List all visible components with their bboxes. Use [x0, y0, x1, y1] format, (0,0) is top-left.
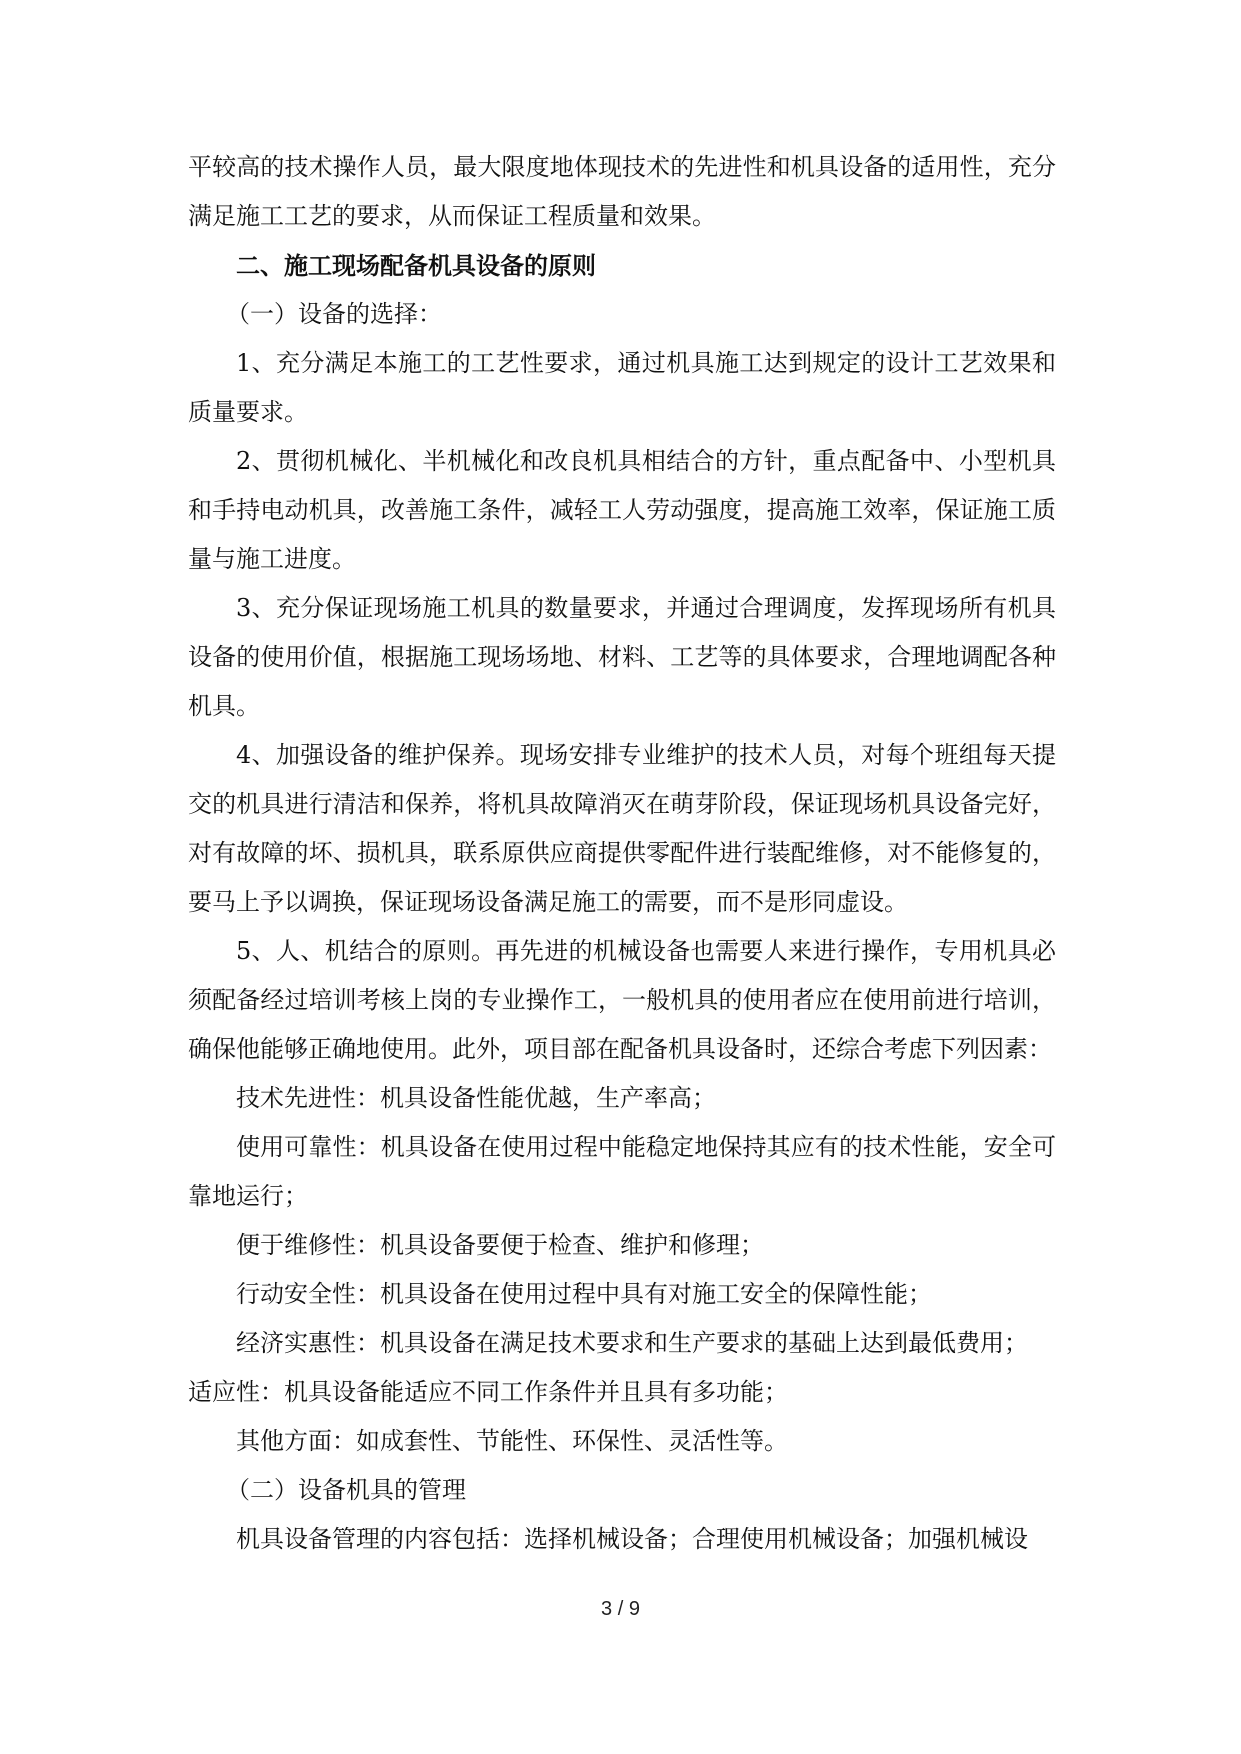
- page-number: 3 / 9: [601, 1598, 640, 1620]
- paragraph: 1、充分满足本施工的工艺性要求，通过机具施工达到规定的设计工艺效果和质量要求。: [188, 349, 1056, 426]
- section-heading: 二、施工现场配备机具设备的原则: [236, 251, 596, 280]
- paragraph: 4、加强设备的维护保养。现场安排专业维护的技术人员，对每个班组每天提交的机具进行清洁和保养，将机具故障消灭在萌芽阶段，保证现场机具设备完好，对有故障的坏、损机具，联系原供应商提供零配件进行装配维修，对不能修复的，要马上予以调换，保证现场设备满足施工的需要，而不是形同虚设。: [188, 741, 1056, 916]
- paragraph: 3、充分保证现场施工机具的数量要求，并通过合理调度，发挥现场所有机具设备的使用价值，根据施工现场场地、材料、工艺等的具体要求，合理地调配各种机具。: [188, 594, 1056, 720]
- paragraph: 经济实惠性：机具设备在满足技术要求和生产要求的基础上达到最低费用；: [236, 1329, 1028, 1357]
- paragraph: 技术先进性：机具设备性能优越，生产率高；: [236, 1084, 716, 1112]
- paragraph: 行动安全性：机具设备在使用过程中具有对施工安全的保障性能；: [236, 1280, 932, 1308]
- paragraph: 5、人、机结合的原则。再先进的机械设备也需要人来进行操作，专用机具必须配备经过培训考核上岗的专业操作工，一般机具的使用者应在使用前进行培训，确保他能够正确地使用。此外，项目部在配备机具设备时，还综合考虑下列因素：: [188, 937, 1056, 1063]
- paragraph: 机具设备管理的内容包括：选择机械设备；合理使用机械设备；加强机械设: [236, 1525, 1028, 1553]
- subsection-heading: （一）设备的选择：: [226, 300, 442, 328]
- paragraph: 平较高的技术操作人员，最大限度地体现技术的先进性和机具设备的适用性，充分满足施工工艺的要求，从而保证工程质量和效果。: [188, 153, 1056, 230]
- paragraph: 便于维修性：机具设备要便于检查、维护和修理；: [236, 1231, 764, 1259]
- paragraph: 使用可靠性：机具设备在使用过程中能稳定地保持其应有的技术性能，安全可靠地运行；: [188, 1133, 1056, 1210]
- paragraph: 2、贯彻机械化、半机械化和改良机具相结合的方针，重点配备中、小型机具和手持电动机具，改善施工条件，减轻工人劳动强度，提高施工效率，保证施工质量与施工进度。: [188, 447, 1056, 573]
- paragraph: 其他方面：如成套性、节能性、环保性、灵活性等。: [236, 1427, 788, 1455]
- paragraph: 适应性：机具设备能适应不同工作条件并且具有多功能；: [188, 1378, 788, 1406]
- document-body: [188, 143, 1056, 1564]
- subsection-heading: （二）设备机具的管理: [226, 1476, 466, 1504]
